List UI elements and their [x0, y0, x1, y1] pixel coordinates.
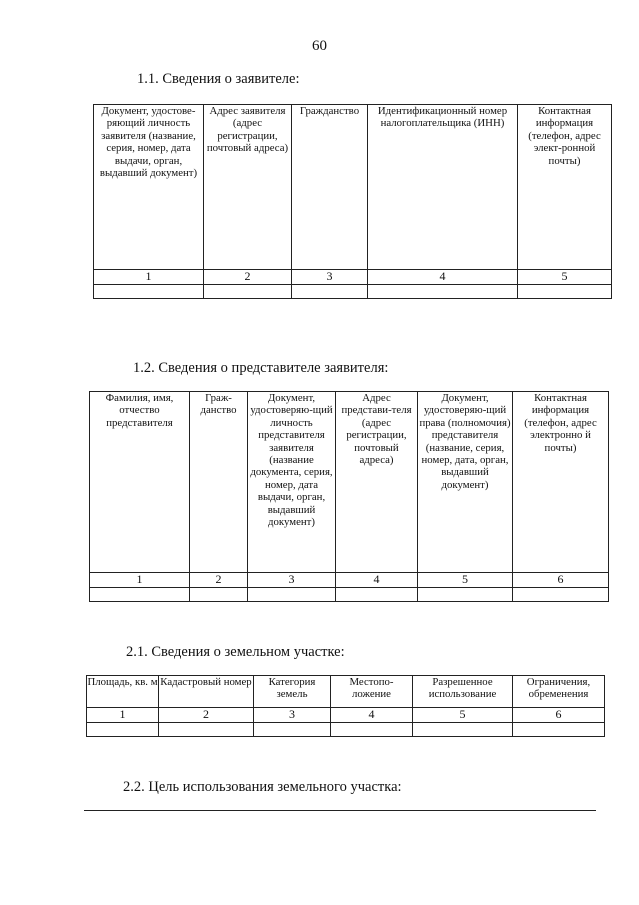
applicant-col-contact-info: Контактная информация (телефон, адрес элект-ронной почты)	[518, 105, 612, 270]
applicant-col-identity-document: Документ, удостове-ряющий личность заявителя (название, серия, номер, дата выдачи, орган, выдавший документ)	[94, 105, 204, 270]
land-plot-col-area: Площадь, кв. м	[87, 676, 159, 708]
applicant-entry-cell[interactable]	[204, 285, 292, 299]
representative-col-number: 3	[248, 573, 336, 588]
land-plot-col-number: 4	[331, 708, 413, 723]
applicant-entry-cell[interactable]	[292, 285, 368, 299]
representative-entry-cell[interactable]	[513, 588, 609, 602]
representative-table	[89, 391, 609, 602]
representative-col-identity-document: Документ, удостоверяю-щий личность представителя заявителя (название документа, серия, номер, дата выдачи, орган, выдавший документ)	[248, 392, 336, 573]
applicant-col-inn: Идентификационный номер налогоплательщика (ИНН)	[368, 105, 518, 270]
representative-col-citizenship: Граж-данство	[190, 392, 248, 573]
representative-col-number: 2	[190, 573, 248, 588]
land-plot-entry-row	[87, 723, 605, 737]
representative-col-full-name: Фамилия, имя, отчество представителя	[90, 392, 190, 573]
applicant-entry-row	[94, 285, 612, 299]
land-plot-col-location: Местопо-ложение	[331, 676, 413, 708]
land-plot-section-heading: 2.1. Сведения о земельном участке:	[126, 644, 345, 660]
land-plot-number-row	[87, 708, 605, 723]
land-plot-col-number: 6	[513, 708, 605, 723]
land-plot-col-number: 2	[159, 708, 254, 723]
representative-header-row	[90, 392, 609, 573]
land-plot-entry-cell[interactable]	[159, 723, 254, 737]
land-plot-col-cadastral-number: Кадастровый номер	[159, 676, 254, 708]
applicant-col-number: 4	[368, 270, 518, 285]
representative-entry-cell[interactable]	[336, 588, 418, 602]
applicant-col-number: 2	[204, 270, 292, 285]
purpose-entry-line[interactable]	[84, 810, 596, 811]
land-plot-col-number: 5	[413, 708, 513, 723]
representative-col-number: 6	[513, 573, 609, 588]
representative-entry-cell[interactable]	[248, 588, 336, 602]
applicant-col-citizenship: Гражданство	[292, 105, 368, 270]
representative-col-address: Адрес представи-теля (адрес регистрации, почтовый адреса)	[336, 392, 418, 573]
land-plot-header-row	[87, 676, 605, 708]
land-plot-entry-cell[interactable]	[513, 723, 605, 737]
purpose-section-heading: 2.2. Цель использования земельного участка:	[123, 779, 402, 795]
land-plot-table	[86, 675, 605, 737]
representative-col-number: 5	[418, 573, 513, 588]
page-number: 60	[312, 38, 327, 54]
representative-number-row	[90, 573, 609, 588]
applicant-col-number: 1	[94, 270, 204, 285]
land-plot-col-permitted-use: Разрешенное использование	[413, 676, 513, 708]
land-plot-col-number: 1	[87, 708, 159, 723]
applicant-col-number: 5	[518, 270, 612, 285]
representative-section-heading: 1.2. Сведения о представителе заявителя:	[133, 360, 389, 376]
representative-col-authority-document: Документ, удостоверяю-щий права (полномочия) представителя (название, серия, номер, дата, орган, выдавший документ)	[418, 392, 513, 573]
representative-col-contact-info: Контактная информация (телефон, адрес электронно й почты)	[513, 392, 609, 573]
representative-entry-cell[interactable]	[418, 588, 513, 602]
land-plot-entry-cell[interactable]	[254, 723, 331, 737]
applicant-entry-cell[interactable]	[368, 285, 518, 299]
applicant-section-heading: 1.1. Сведения о заявителе:	[137, 71, 300, 87]
land-plot-entry-cell[interactable]	[87, 723, 159, 737]
representative-entry-cell[interactable]	[190, 588, 248, 602]
applicant-table	[93, 104, 612, 299]
applicant-header-row	[94, 105, 612, 270]
representative-col-number: 1	[90, 573, 190, 588]
land-plot-entry-cell[interactable]	[413, 723, 513, 737]
representative-col-number: 4	[336, 573, 418, 588]
land-plot-entry-cell[interactable]	[331, 723, 413, 737]
land-plot-col-land-category: Категория земель	[254, 676, 331, 708]
land-plot-col-restrictions: Ограничения, обременения	[513, 676, 605, 708]
applicant-number-row	[94, 270, 612, 285]
applicant-entry-cell[interactable]	[94, 285, 204, 299]
land-plot-col-number: 3	[254, 708, 331, 723]
applicant-col-address: Адрес заявителя (адрес регистрации, почтовый адреса)	[204, 105, 292, 270]
representative-entry-cell[interactable]	[90, 588, 190, 602]
representative-entry-row	[90, 588, 609, 602]
applicant-col-number: 3	[292, 270, 368, 285]
applicant-entry-cell[interactable]	[518, 285, 612, 299]
